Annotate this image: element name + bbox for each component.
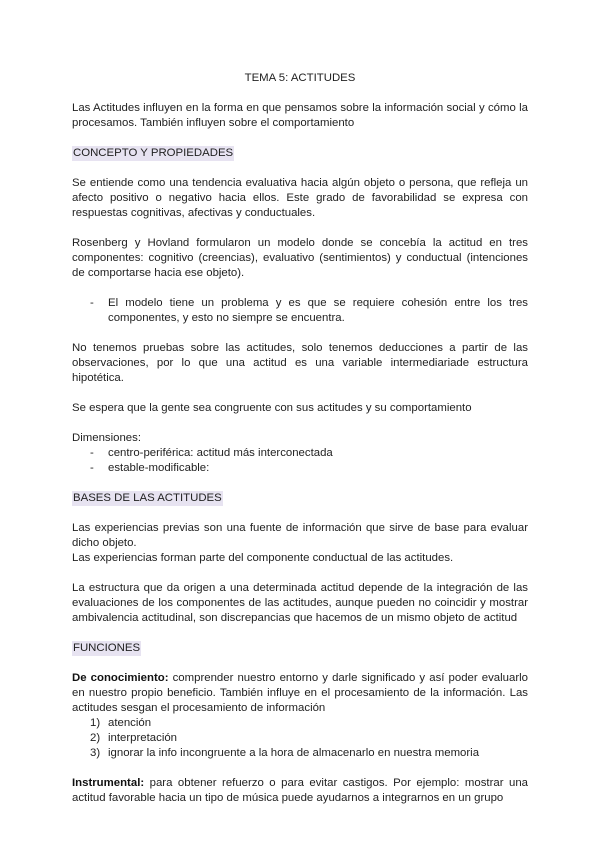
dimensions-list: [72, 446, 528, 476]
page-title: TEMA 5: ACTITUDES: [244, 72, 356, 84]
bold-term: Instrumental:: [72, 777, 145, 789]
list-number: 3): [90, 747, 101, 759]
paragraph-text: para obtener refuerzo o para evitar castigos. Por ejemplo: mostrar una actitud favorable hacia un tipo de música puede ayudarnos a integrarnos en un grupo: [72, 777, 528, 804]
paragraph: Se entiende como una tendencia evaluativa hacia algún objeto o persona, que refleja un afecto positivo o negativo hacia ellos. Este grado de favorabilidad se expresa con respuestas cognitivas, afectivas y conductuales.: [72, 177, 528, 219]
section-heading-funciones: FUNCIONES: [73, 642, 141, 654]
list-item-text: centro-periférica: actitud más interconectada: [108, 447, 333, 459]
list-item: [72, 716, 528, 731]
list-item-text: El modelo tiene un problema y es que se requiere cohesión entre los tres componentes, y esto no siempre se encuentra.: [108, 297, 528, 324]
paragraph-text: comprender nuestro entorno y darle significado y así poder evaluarlo en nuestro propio beneficio. También influye en el procesamiento de la información. Las actitudes sesgan el procesamiento de información: [72, 672, 528, 714]
section-heading-concepto: CONCEPTO Y PROPIEDADES: [73, 147, 234, 159]
list-number: 1): [90, 717, 101, 729]
bullet-marker: -: [90, 297, 94, 309]
list-item-text: atención: [108, 717, 152, 729]
paragraph: Se espera que la gente sea congruente con sus actitudes y su comportamiento: [72, 402, 472, 414]
list-item-text: estable-modificable:: [108, 462, 210, 474]
paragraph-instrumental: [72, 776, 528, 806]
list-item-text: ignorar la info incongruente a la hora de almacenarlo en nuestra memoria: [108, 747, 480, 759]
paragraph: La estructura que da origen a una determinada actitud depende de la integración de las evaluaciones de los componentes de las actitudes, aunque pueden no coincidir y mostrar ambivalencia actitudinal, son discrepancias que hacemos de un mismo objeto de actitud: [72, 582, 528, 624]
paragraph: Rosenberg y Hovland formularon un modelo donde se concebía la actitud en tres componentes: cognitivo (creencias), evaluativo (sentimientos) y conductual (intenciones de comportarse hacia ese objeto).: [72, 237, 528, 279]
list-item-text: interpretación: [108, 732, 178, 744]
list-item: [72, 446, 528, 461]
list-item: [72, 296, 528, 326]
intro-paragraph: Las Actitudes influyen en la forma en que pensamos sobre la información social y cómo la procesamos. También influyen sobre el comportamiento: [72, 102, 528, 129]
paragraph: Las experiencias forman parte del componente conductual de las actitudes.: [72, 552, 454, 564]
section-heading-bases: BASES DE LAS ACTITUDES: [73, 492, 222, 504]
list-item: [72, 461, 528, 476]
bullet-marker: -: [90, 447, 94, 459]
list-item: [72, 746, 528, 761]
bullet-marker: -: [90, 462, 94, 474]
list-item: [72, 731, 528, 746]
paragraph: Las experiencias previas son una fuente de información que sirve de base para evaluar dicho objeto.: [72, 522, 528, 549]
list-number: 2): [90, 732, 101, 744]
bold-term: De conocimiento:: [72, 672, 169, 684]
paragraph: No tenemos pruebas sobre las actitudes, solo tenemos deducciones a partir de las observaciones, por lo que una actitud es una variable intermediariade estructura hipotética.: [72, 342, 528, 384]
bullet-list: [72, 296, 528, 326]
paragraph-conocimiento: [72, 671, 528, 716]
numbered-list: [72, 716, 528, 761]
dimensions-label: Dimensiones:: [72, 432, 142, 444]
